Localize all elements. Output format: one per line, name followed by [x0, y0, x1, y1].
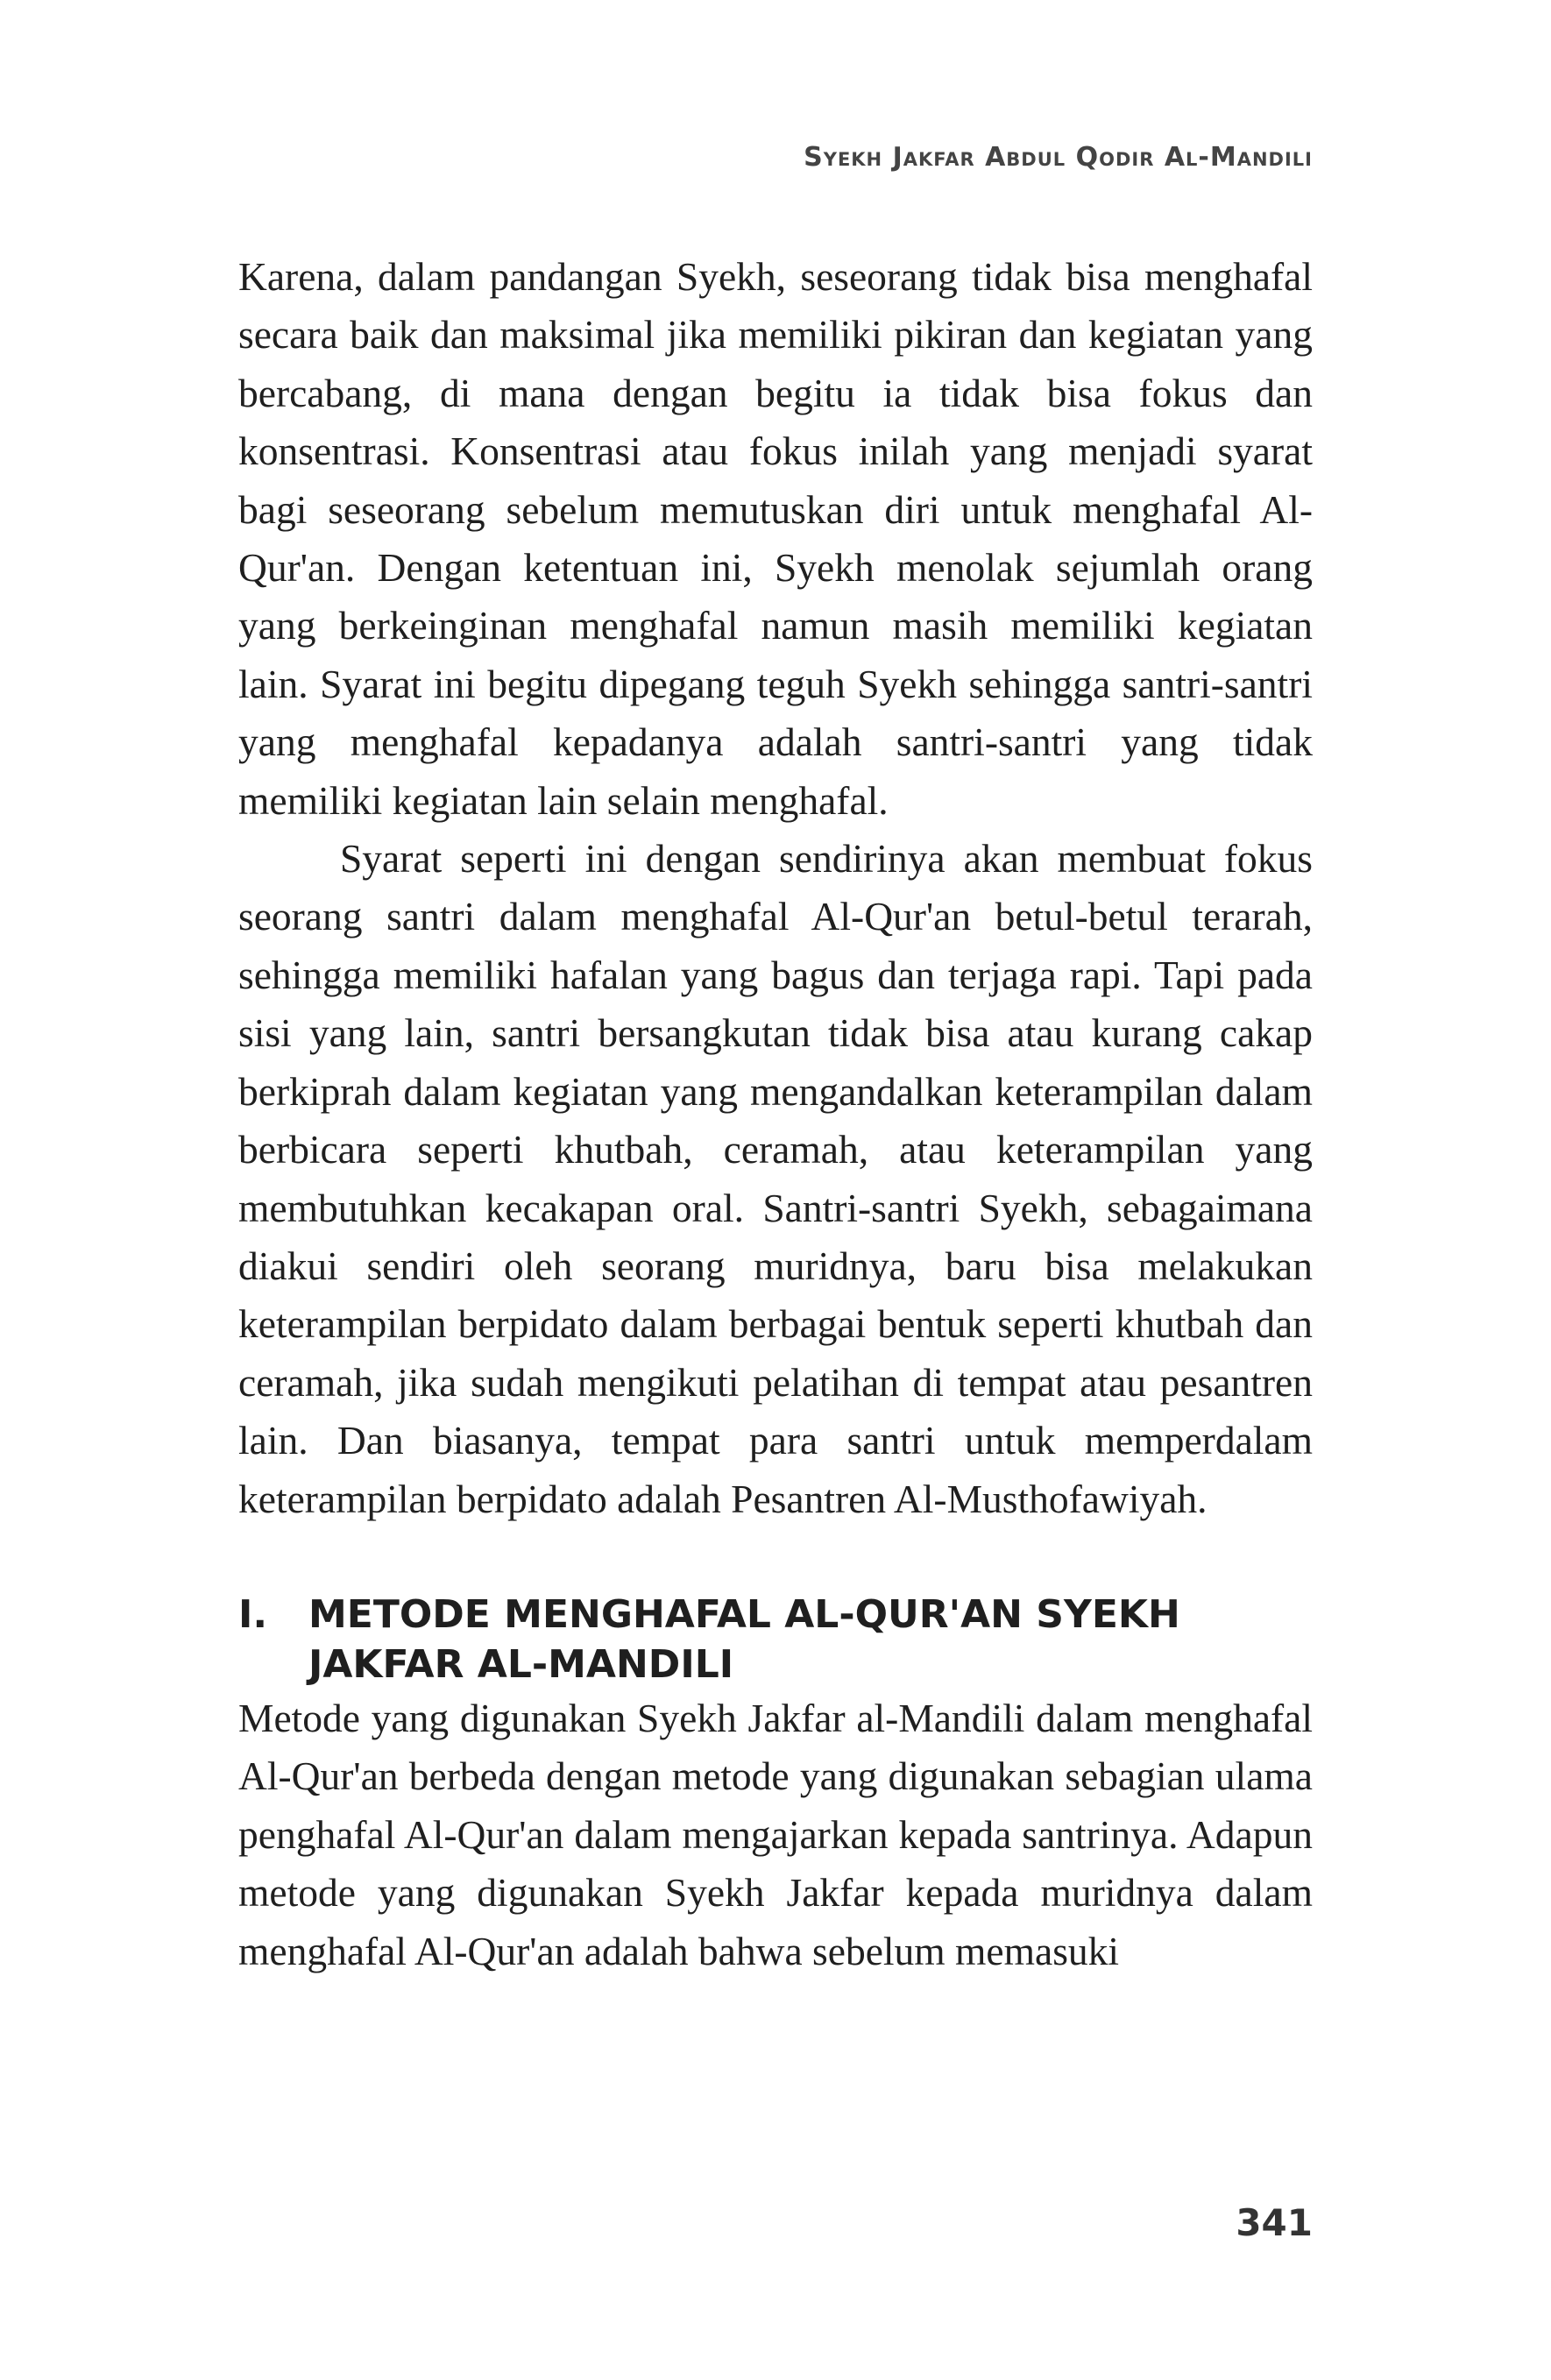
body-paragraph-3: Metode yang digunakan Syekh Jakfar al-Mandili dalam menghafal Al-Qur'an berbeda dengan metode yang digunakan sebagian ulama penghafal Al-Qur'an dalam mengajarkan kepada santrinya. Adapun metode yang digunakan Syekh Jakfar kepada muridnya dalam menghafal Al-Qur'an adalah bahwa sebelum memasuki: [238, 1695, 1313, 1973]
section-heading-number: I.: [238, 1591, 268, 1637]
page-number: 341: [1236, 2201, 1313, 2244]
body-paragraph-1: Karena, dalam pandangan Syekh, seseorang tidak bisa menghafal secara baik dan maksimal jika memiliki pikiran dan kegiatan yang bercabang, di mana dengan begitu ia tidak bisa fokus dan konsentrasi. Konsentrasi atau fokus inilah yang menjadi syarat bagi seseorang sebelum memutuskan diri untuk menghafal Al-Qur'an. Dengan ketentuan ini, Syekh menolak sejumlah orang yang berkeinginan menghafal namun masih memiliki kegiatan lain. Syarat ini begitu dipegang teguh Syekh sehingga santri-santri yang menghafal kepadanya adalah santri-santri yang tidak memiliki kegiatan lain selain menghafal.: [238, 254, 1313, 823]
running-head: Syekh Jakfar Abdul Qodir Al-Mandili: [804, 142, 1313, 173]
body-paragraph-2: Syarat seperti ini dengan sendirinya akan membuat fokus seorang santri dalam menghafal Al-Qur'an betul-betul terarah, sehingga memiliki hafalan yang bagus dan terjaga rapi. Tapi pada sisi yang lain, santri bersangkutan tidak bisa atau kurang cakap berkiprah dalam kegiatan yang mengandalkan keterampilan dalam berbicara seperti khutbah, ceramah, atau keterampilan yang membutuhkan kecakapan oral. Santri-santri Syekh, sebagaimana diakui sendiri oleh seorang muridnya, baru bisa melakukan keterampilan berpidato dalam berbagai bentuk seperti khutbah dan ceramah, jika sudah mengikuti pelatihan di tempat atau pesantren lain. Dan biasanya, tempat para santri untuk memperdalam keterampilan berpidato adalah Pesantren Al-Musthofawiyah.: [238, 836, 1313, 1521]
page-body: [238, 248, 1313, 1980]
section-heading-title: METODE MENGHAFAL AL-QUR'AN SYEKH JAKFAR AL-MANDILI: [308, 1591, 1180, 1687]
section-heading: [238, 1590, 1313, 1689]
